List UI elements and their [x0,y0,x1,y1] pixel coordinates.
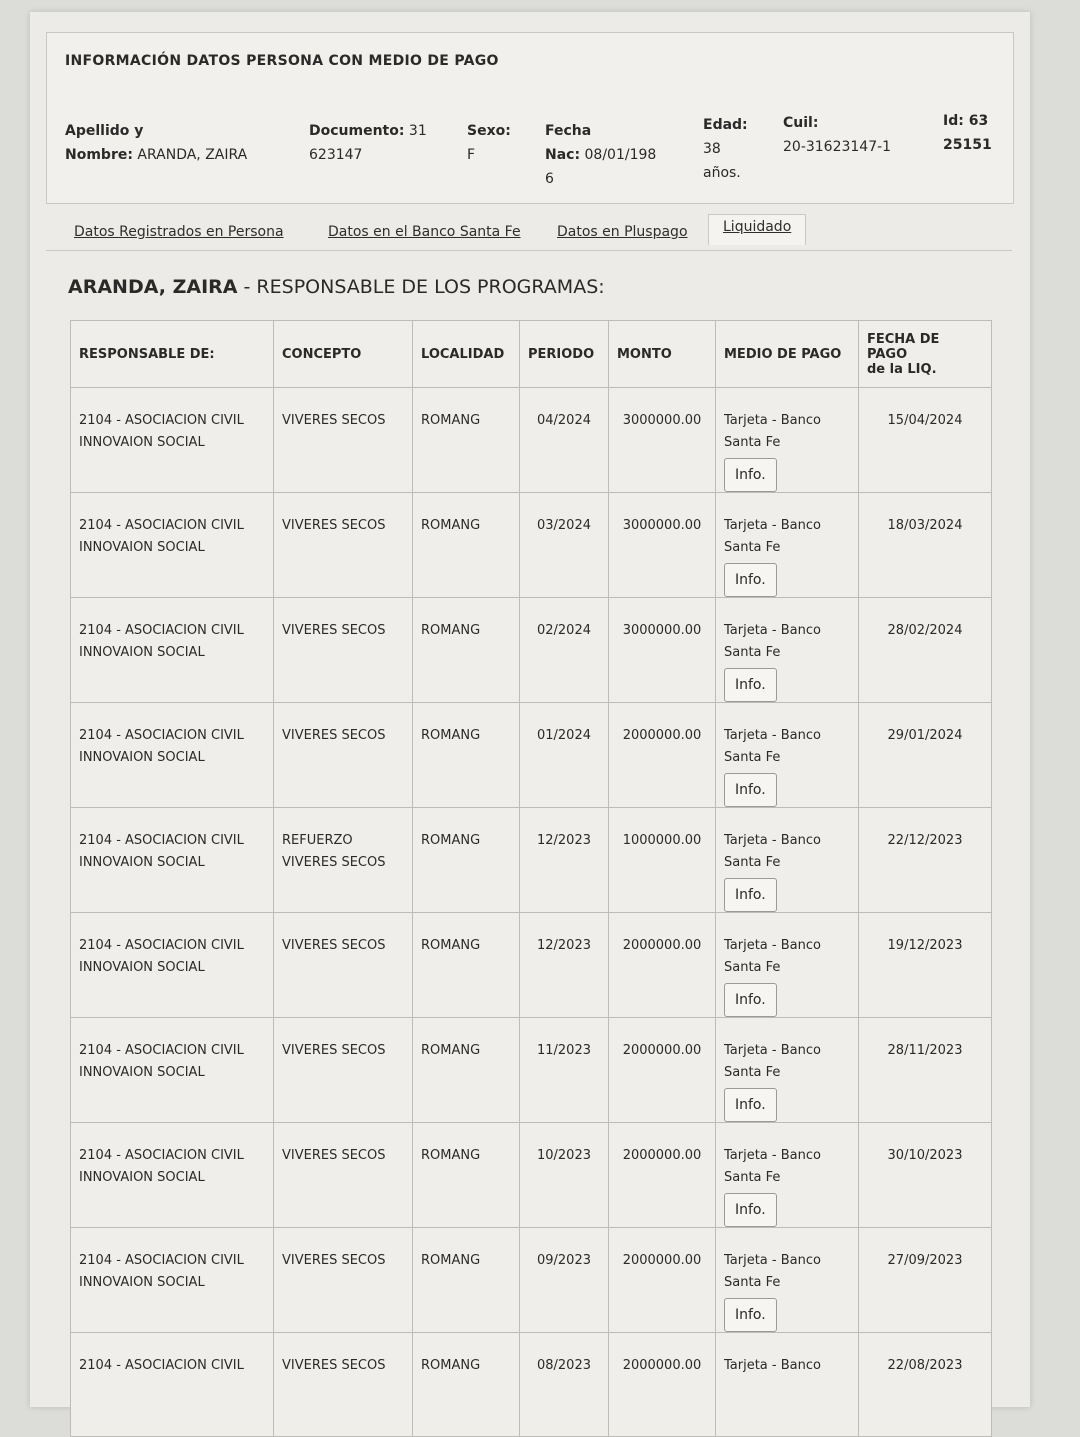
info-button[interactable]: Info. [724,1088,777,1122]
medio-pago-cell [716,1333,859,1437]
responsable-cell-text: 2104 - ASOCIACION CIVIL INNOVAION SOCIAL [79,413,244,450]
concepto-cell-text: VIVERES SECOS [282,413,386,428]
responsable-cell-text: 2104 - ASOCIACION CIVIL INNOVAION SOCIAL [79,1148,244,1185]
monto-cell-text: 1000000.00 [622,833,702,848]
periodo-cell-text: 10/2023 [536,1148,591,1163]
medio-pago-cell-text: Tarjeta - Banco [724,1358,821,1373]
localidad-cell [413,1123,520,1228]
concepto-cell-text: VIVERES SECOS [282,728,386,743]
fecha-pago-cell-text: 28/11/2023 [887,1043,963,1058]
periodo-cell-text: 11/2023 [536,1043,591,1058]
monto-cell [609,1123,716,1228]
fecha-label-2: Nac: [545,147,581,163]
concepto-cell-text: VIVERES SECOS [282,623,386,638]
periodo-cell [520,1228,609,1333]
fecha-label-1: Fecha [545,123,592,139]
fecha-pago-cell [859,1228,992,1333]
table-row [71,598,992,703]
periodo-cell-text: 01/2024 [536,728,591,743]
responsable-cell [71,913,274,1018]
responsable-cell-text: 2104 - ASOCIACION CIVIL INNOVAION SOCIAL [79,623,244,660]
cuil-field [783,111,891,159]
monto-cell-text: 2000000.00 [622,1358,702,1373]
periodo-cell-text: 08/2023 [536,1358,591,1373]
localidad-cell [413,1228,520,1333]
concepto-cell [274,703,413,808]
concepto-cell-text: VIVERES SECOS [282,1253,386,1268]
info-button[interactable]: Info. [724,458,777,492]
concepto-cell [274,913,413,1018]
responsable-cell [71,388,274,493]
fecha-pago-cell-text: 22/12/2023 [887,833,963,848]
documento-value-2: 623147 [309,147,363,163]
periodo-cell-text: 12/2023 [536,938,591,953]
medio-pago-cell-text: Tarjeta - Banco Santa Fe [724,1253,821,1290]
medio-pago-cell [716,1228,859,1333]
section-heading [68,276,605,298]
monto-cell [609,493,716,598]
table-row [71,1018,992,1123]
monto-cell-text: 3000000.00 [622,413,702,428]
concepto-cell [274,808,413,913]
concepto-cell-text: VIVERES SECOS [282,938,386,953]
periodo-cell [520,808,609,913]
responsable-cell-text: 2104 - ASOCIACION CIVIL INNOVAION SOCIAL [79,938,244,975]
medio-pago-cell [716,913,859,1018]
document-sheet [30,12,1030,1407]
tab-liquidado[interactable]: Liquidado [708,214,806,245]
info-button[interactable]: Info. [724,983,777,1017]
responsable-cell [71,703,274,808]
table-row [71,1228,992,1333]
cuil-label: Cuil: [783,115,819,131]
medio-pago-cell-text: Tarjeta - Banco Santa Fe [724,518,821,555]
info-button[interactable]: Info. [724,878,777,912]
fecha-pago-cell-text: 30/10/2023 [887,1148,963,1163]
documento-value-1: 31 [408,123,427,139]
tab-bar [46,204,1012,251]
responsable-cell [71,1228,274,1333]
edad-field [703,113,748,185]
medio-pago-cell-text: Tarjeta - Banco Santa Fe [724,1043,821,1080]
table-row [71,703,992,808]
responsable-cell [71,1018,274,1123]
nombre-field [65,119,247,167]
info-button[interactable]: Info. [724,773,777,807]
tab-datos-persona[interactable]: Datos Registrados en Persona [74,224,284,240]
concepto-cell [274,1123,413,1228]
edad-value-1: 38 [703,141,721,157]
localidad-cell-text: ROMANG [421,413,481,428]
periodo-cell [520,1333,609,1437]
localidad-cell-text: ROMANG [421,938,481,953]
medio-pago-cell-text: Tarjeta - Banco Santa Fe [724,623,821,660]
fecha-pago-cell [859,1123,992,1228]
monto-cell-text: 3000000.00 [622,623,702,638]
medio-pago-cell-text: Tarjeta - Banco Santa Fe [724,1148,821,1185]
id-field [943,109,992,157]
localidad-cell-text: ROMANG [421,833,481,848]
documento-label: Documento: [309,123,405,139]
medio-pago-cell [716,703,859,808]
fecha-pago-cell-text: 27/09/2023 [887,1253,963,1268]
monto-cell [609,1228,716,1333]
concepto-cell-text: VIVERES SECOS [282,518,386,533]
monto-cell [609,703,716,808]
monto-cell [609,1018,716,1123]
localidad-cell-text: ROMANG [421,623,481,638]
fecha-pago-cell-text: 19/12/2023 [887,938,963,953]
periodo-cell-text: 02/2024 [536,623,591,638]
periodo-cell-text: 04/2024 [536,413,591,428]
fecha-pago-cell-text: 22/08/2023 [887,1358,963,1373]
panel-title: INFORMACIÓN DATOS PERSONA CON MEDIO DE PAGO [65,53,499,69]
localidad-cell-text: ROMANG [421,518,481,533]
concepto-cell-text: VIVERES SECOS [282,1043,386,1058]
table-row [71,493,992,598]
localidad-cell [413,808,520,913]
sexo-value: F [467,147,476,163]
medio-pago-cell [716,1018,859,1123]
periodo-cell [520,598,609,703]
edad-value-2: años. [703,165,741,181]
fecha-pago-cell [859,913,992,1018]
edad-label: Edad: [703,117,748,133]
id-value: 25151 [943,137,992,153]
responsable-cell [71,1123,274,1228]
col-concepto: CONCEPTO [274,321,413,388]
tab-pluspago[interactable]: Datos en Pluspago [557,224,688,240]
medio-pago-cell [716,388,859,493]
concepto-cell-text: VIVERES SECOS [282,1358,386,1373]
periodo-cell-text: 12/2023 [536,833,591,848]
localidad-cell [413,1333,520,1437]
cuil-value: 20-31623147-1 [783,139,892,155]
monto-cell [609,808,716,913]
responsable-cell [71,808,274,913]
col-fecha-pago [859,321,992,388]
info-button[interactable]: Info. [724,563,777,597]
table-row [71,1123,992,1228]
concepto-cell [274,388,413,493]
fecha-pago-cell-text: 28/02/2024 [887,623,963,638]
col-periodo: PERIODO [520,321,609,388]
medio-pago-cell [716,808,859,913]
table-row [71,1333,992,1437]
table-row [71,808,992,913]
nombre-label-2: Nombre: [65,147,133,163]
programs-table [70,320,992,1437]
localidad-cell [413,703,520,808]
monto-cell [609,913,716,1018]
fecha-value-1: 08/01/198 [584,147,657,163]
monto-cell-text: 2000000.00 [622,1253,702,1268]
monto-cell-text: 2000000.00 [622,938,702,953]
id-label: Id: 63 [943,113,989,129]
section-suffix: - RESPONSABLE DE LOS PROGRAMAS: [237,276,605,298]
fecha-value-2: 6 [545,171,554,187]
fecha-pago-cell [859,388,992,493]
responsable-cell-text: 2104 - ASOCIACION CIVIL INNOVAION SOCIAL [79,1253,244,1290]
periodo-cell-text: 09/2023 [536,1253,591,1268]
col-monto: MONTO [609,321,716,388]
sexo-label: Sexo: [467,123,511,139]
col-fecha-pago-line1: FECHA DE PAGO [867,331,940,362]
periodo-cell [520,913,609,1018]
col-fecha-pago-line2: de la LIQ. [867,361,937,377]
tab-banco-santa-fe[interactable]: Datos en el Banco Santa Fe [328,224,521,240]
responsable-cell-text: 2104 - ASOCIACION CIVIL INNOVAION SOCIAL [79,518,244,555]
fecha-pago-cell [859,598,992,703]
info-button[interactable]: Info. [724,1298,777,1332]
nombre-label-1: Apellido y [65,123,144,139]
monto-cell [609,388,716,493]
responsable-cell [71,598,274,703]
localidad-cell [413,1018,520,1123]
col-medio-pago: MEDIO DE PAGO [716,321,859,388]
table-row [71,388,992,493]
responsable-cell-text: 2104 - ASOCIACION CIVIL INNOVAION SOCIAL [79,833,244,870]
person-info-panel [46,32,1014,204]
documento-field [309,119,427,167]
nombre-value: ARANDA, ZAIRA [137,147,248,163]
responsable-cell [71,493,274,598]
info-button[interactable]: Info. [724,1193,777,1227]
monto-cell-text: 2000000.00 [622,1148,702,1163]
col-localidad: LOCALIDAD [413,321,520,388]
fecha-pago-cell-text: 15/04/2024 [887,413,963,428]
fecha-pago-cell-text: 29/01/2024 [887,728,963,743]
fecha-pago-cell [859,703,992,808]
table-row [71,913,992,1018]
responsable-cell-text: 2104 - ASOCIACION CIVIL INNOVAION SOCIAL [79,728,244,765]
fecha-pago-cell [859,1018,992,1123]
table-header-row [71,321,992,388]
info-button[interactable]: Info. [724,668,777,702]
monto-cell [609,598,716,703]
periodo-cell [520,1123,609,1228]
concepto-cell [274,598,413,703]
monto-cell-text: 2000000.00 [622,1043,702,1058]
concepto-cell [274,1333,413,1437]
localidad-cell-text: ROMANG [421,1148,481,1163]
localidad-cell-text: ROMANG [421,1043,481,1058]
fecha-pago-cell [859,1333,992,1437]
localidad-cell-text: ROMANG [421,1358,481,1373]
concepto-cell [274,1228,413,1333]
localidad-cell-text: ROMANG [421,1253,481,1268]
periodo-cell [520,493,609,598]
col-responsable: RESPONSABLE DE: [71,321,274,388]
localidad-cell [413,598,520,703]
medio-pago-cell [716,598,859,703]
periodo-cell [520,388,609,493]
monto-cell [609,1333,716,1437]
periodo-cell-text: 03/2024 [536,518,591,533]
concepto-cell [274,493,413,598]
periodo-cell [520,1018,609,1123]
sexo-field [467,119,511,167]
localidad-cell [413,913,520,1018]
responsable-cell-text: 2104 - ASOCIACION CIVIL [79,1358,244,1373]
medio-pago-cell-text: Tarjeta - Banco Santa Fe [724,833,821,870]
localidad-cell [413,493,520,598]
medio-pago-cell-text: Tarjeta - Banco Santa Fe [724,938,821,975]
medio-pago-cell-text: Tarjeta - Banco Santa Fe [724,413,821,450]
fecha-pago-cell-text: 18/03/2024 [887,518,963,533]
medio-pago-cell-text: Tarjeta - Banco Santa Fe [724,728,821,765]
localidad-cell-text: ROMANG [421,728,481,743]
monto-cell-text: 3000000.00 [622,518,702,533]
concepto-cell [274,1018,413,1123]
table-body [71,388,992,1437]
fecha-pago-cell [859,808,992,913]
fecha-pago-cell [859,493,992,598]
concepto-cell-text: REFUERZO VIVERES SECOS [282,833,386,870]
responsable-cell-text: 2104 - ASOCIACION CIVIL INNOVAION SOCIAL [79,1043,244,1080]
localidad-cell [413,388,520,493]
responsable-cell [71,1333,274,1437]
fecha-nac-field [545,119,656,191]
monto-cell-text: 2000000.00 [622,728,702,743]
section-person-name: ARANDA, ZAIRA [68,276,238,298]
periodo-cell [520,703,609,808]
medio-pago-cell [716,493,859,598]
medio-pago-cell [716,1123,859,1228]
concepto-cell-text: VIVERES SECOS [282,1148,386,1163]
